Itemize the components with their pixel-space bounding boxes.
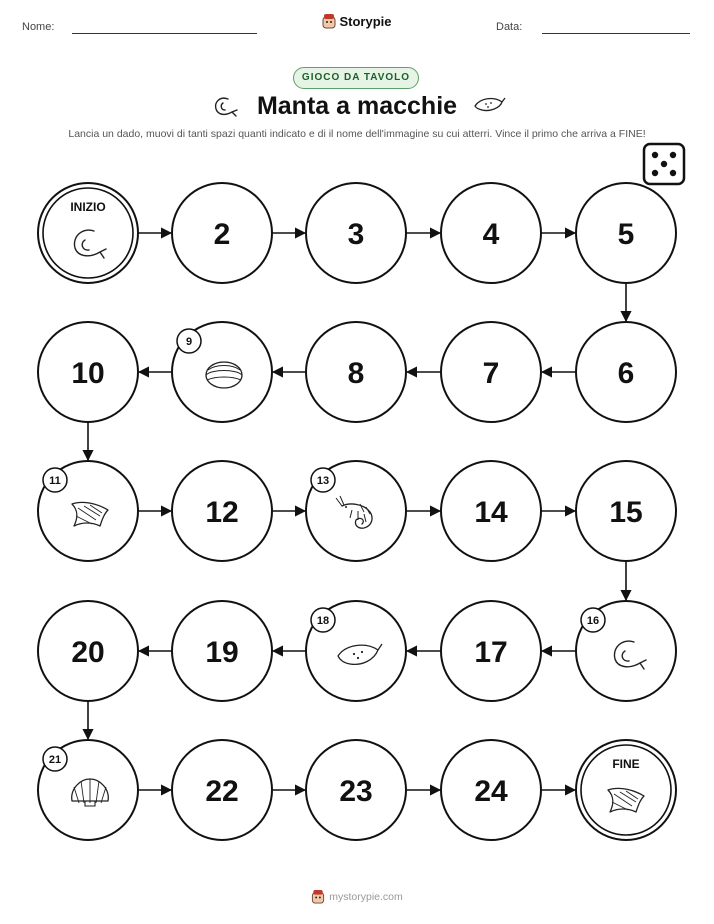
number-space[interactable] — [172, 461, 272, 561]
number-space[interactable] — [172, 183, 272, 283]
number-space[interactable] — [441, 740, 541, 840]
space-number: 24 — [474, 775, 508, 808]
picture-space[interactable] — [576, 601, 676, 701]
space-number-badge: 9 — [185, 336, 193, 348]
start-space[interactable] — [38, 183, 138, 283]
number-space[interactable] — [306, 322, 406, 422]
number-space[interactable] — [441, 322, 541, 422]
number-space[interactable] — [306, 183, 406, 283]
number-space[interactable] — [576, 461, 676, 561]
number-space[interactable] — [441, 601, 541, 701]
space-number-badge: 21 — [48, 754, 62, 766]
page-title: Manta a macchie — [256, 92, 458, 120]
space-number: 6 — [617, 357, 635, 390]
space-number-badge: 13 — [316, 475, 330, 487]
space-number-badge: 16 — [586, 615, 600, 627]
storypie-logo-icon — [311, 889, 325, 904]
space-number-badge: 11 — [49, 475, 61, 487]
finish-space[interactable] — [576, 740, 676, 840]
footer-url: mystorypie.com — [329, 890, 403, 903]
space-number: 3 — [347, 218, 365, 251]
space-number: 12 — [205, 496, 239, 529]
space-number: 5 — [617, 218, 635, 251]
space-number: 17 — [474, 636, 508, 669]
number-space[interactable] — [576, 183, 676, 283]
picture-space[interactable] — [306, 461, 406, 561]
number-space[interactable] — [306, 740, 406, 840]
number-space[interactable] — [441, 461, 541, 561]
picture-space[interactable] — [38, 740, 138, 840]
space-number: 4 — [482, 218, 500, 251]
number-space[interactable] — [172, 740, 272, 840]
space-number: 10 — [71, 357, 105, 390]
instructions: Lancia un dado, muovi di tanti spazi quanti indicato e di il nome dell'immagine su cui atterri. Vince il primo che arriva a FINE! — [68, 128, 646, 140]
number-space[interactable] — [38, 322, 138, 422]
date-label: Data: — [496, 21, 523, 33]
space-number: 19 — [205, 636, 239, 669]
space-number: 23 — [339, 775, 373, 808]
number-space[interactable] — [38, 601, 138, 701]
space-number: 2 — [213, 218, 231, 251]
brand-name: Storypie — [339, 13, 392, 29]
space-number: 22 — [205, 775, 239, 808]
space-number: 20 — [71, 636, 105, 669]
start-label: INIZIO — [70, 200, 106, 214]
name-label: Nome: — [22, 21, 55, 33]
finish-label: FINE — [612, 757, 640, 771]
space-number: 7 — [482, 357, 500, 390]
number-space[interactable] — [441, 183, 541, 283]
space-number: 14 — [474, 496, 508, 529]
number-space[interactable] — [172, 601, 272, 701]
game-type-badge: GIOCO DA TAVOLO — [293, 67, 419, 89]
number-space[interactable] — [576, 322, 676, 422]
space-number: 8 — [347, 357, 365, 390]
picture-space[interactable] — [306, 601, 406, 701]
space-number: 15 — [609, 496, 643, 529]
footer — [0, 889, 714, 907]
picture-space[interactable] — [38, 461, 138, 561]
space-number-badge: 18 — [316, 615, 330, 627]
picture-space[interactable] — [172, 322, 272, 422]
